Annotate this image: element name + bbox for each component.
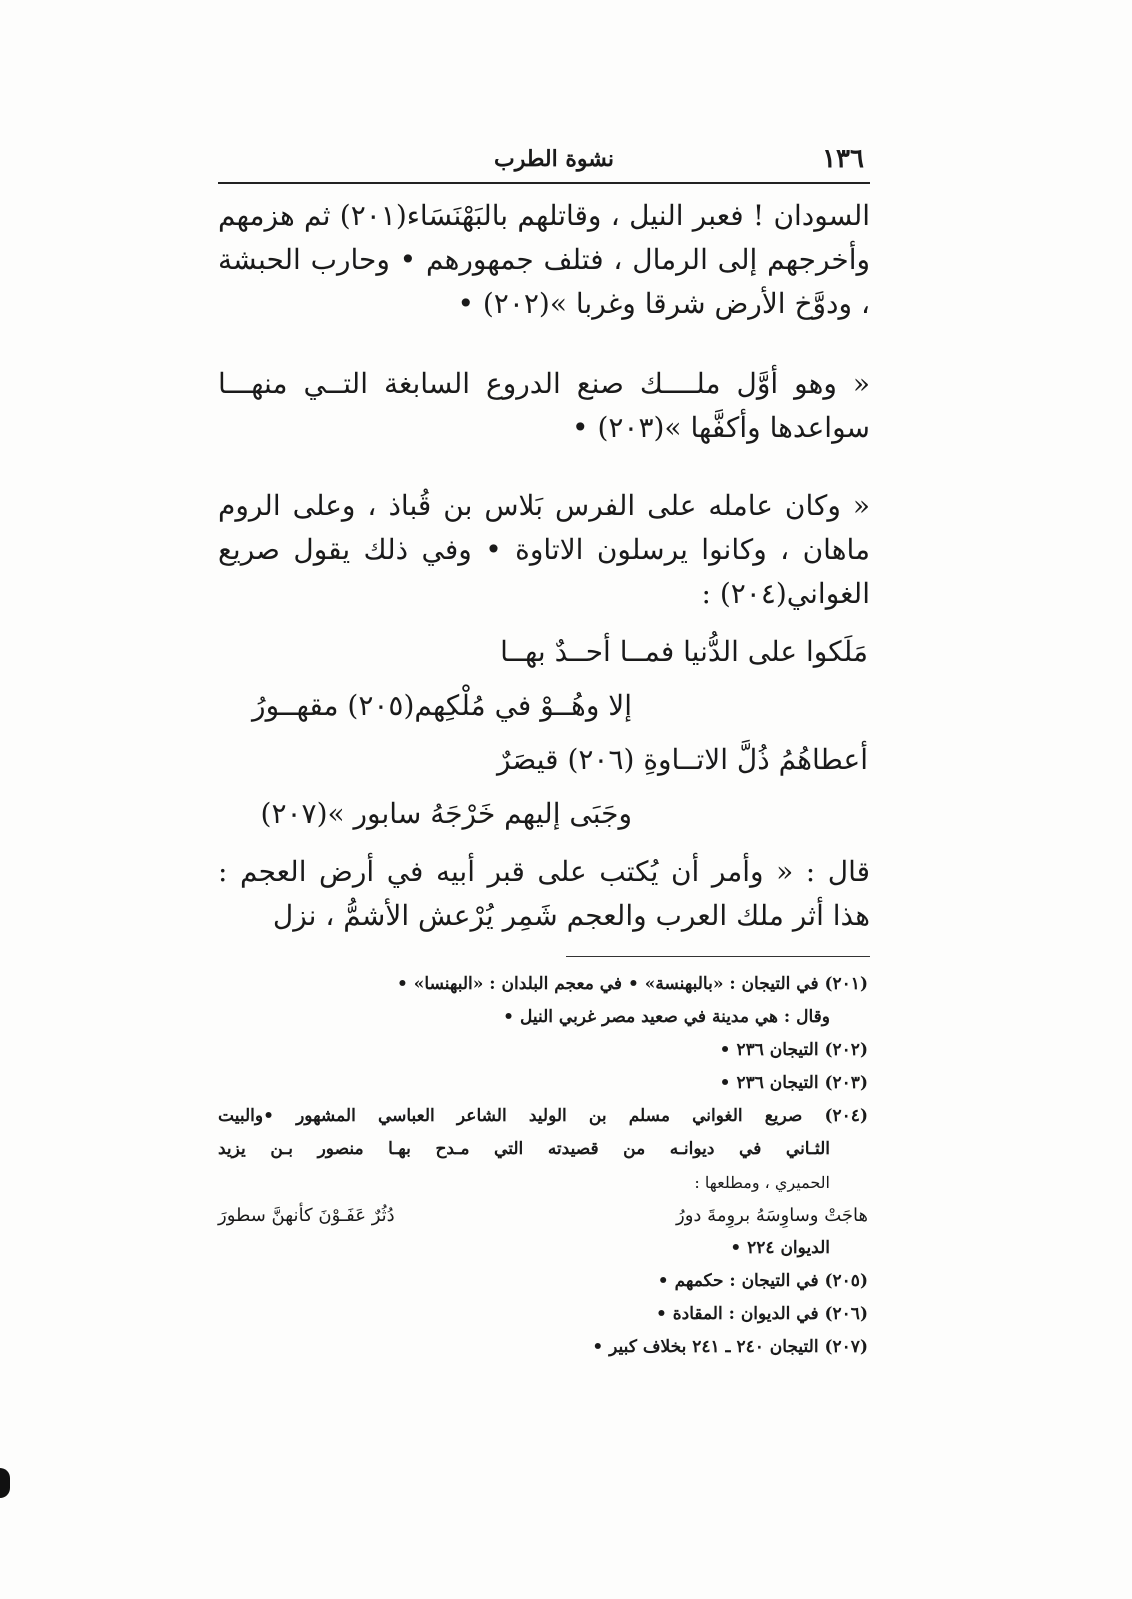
footnote-205: (٢٠٥) في التيجان : حكمهم •	[657, 1271, 868, 1291]
footnote-206: (٢٠٦) في الديوان : المقادة •	[655, 1304, 868, 1324]
footnote-207: (٢٠٧) التيجان ٢٤٠ ـ ٢٤١ بخلاف كبير •	[592, 1337, 868, 1357]
footnote-201-continued: وقال : هي مدينة في صعيد مصر غربي النيل •	[503, 1007, 830, 1027]
page-header	[218, 140, 864, 180]
running-title: نشوة الطرب	[493, 146, 614, 172]
verse-line-1: مَلَكوا على الدُّنيا فمــا أحــدٌ بهــا	[500, 635, 868, 668]
footnote-204: (٢٠٤) صريع الغواني مسلم بن الوليد الشاعر العباسي المشهور •والبيت	[218, 1106, 868, 1126]
footnote-202: (٢٠٢) التيجان ٢٣٦ •	[719, 1040, 868, 1060]
footnote-201: (٢٠١) في التيجان : «بالبهنسة» • في معجم البلدان : «البهنسا» •	[397, 974, 868, 994]
footnote-204-verse-first-hemistich: هاجَتْ وساوِسَهُ بروِمةَ دورُ	[676, 1205, 868, 1226]
footnote-204-line-3: الحميري ، ومطلعها :	[694, 1173, 830, 1192]
verse-line-4: وجَبَى إليهم خَرْجَهُ سابور »(٢٠٧)	[260, 797, 632, 830]
paragraph-1: السودان ! فعبر النيل ، وقاتلهم بالبَهْنَسَاء(٢٠١) ثم هزمهم وأخرجهم إلى الرمال ، فتلف جمهورهم • وحارب الحبشة ، ودوَّخ الأرض شرقا وغربا »(٢٠٢) •	[218, 199, 871, 320]
footnote-divider	[566, 956, 870, 957]
footnotes	[218, 968, 868, 1364]
footnote-203: (٢٠٣) التيجان ٢٣٦ •	[719, 1073, 868, 1093]
header-divider	[218, 182, 870, 184]
footnote-204-verse-second-hemistich: دُثُرٌ عَفَـوْنَ كأنهنَّ سطورَ	[218, 1205, 395, 1226]
paragraph-2: « وهو أوَّل ملــــك صنع الدروع السابغة التــي منهـــا سواعدها وأكفَّها »(٢٠٣) •	[218, 367, 870, 444]
footnote-204-source: الديوان ٢٢٤ •	[730, 1238, 830, 1258]
footnote-204-verse	[218, 1199, 868, 1232]
footnote-204-line-2: الثـاني في ديوانـه من قصيدته التي مـدح بهـا منصور بـن يزيد	[218, 1139, 830, 1159]
verse-line-2: إلا وهُــوْ في مُلْكِهم(٢٠٥) مقهــورُ	[252, 689, 632, 722]
paragraph-4: قال : « وأمر أن يُكتب على قبر أبيه في أرض العجم : هذا أثر ملك العرب والعجم شَمِر يُرْعش الأشمُّ ، نزل	[218, 855, 870, 932]
scan-edge-mark	[0, 1468, 10, 1498]
paragraph-3: « وكان عامله على الفرس بَلاس بن قُباذ ، وعلى الروم ماهان ، وكانوا يرسلون الاتاوة • وفي ذلك يقول صريع الغواني(٢٠٤) :	[218, 489, 870, 610]
page-number: ١٣٦	[822, 144, 864, 174]
verse-line-3: أعطاهُمُ ذُلَّ الاتــاوةِ (٢٠٦) قيصَرٌ	[496, 743, 868, 776]
